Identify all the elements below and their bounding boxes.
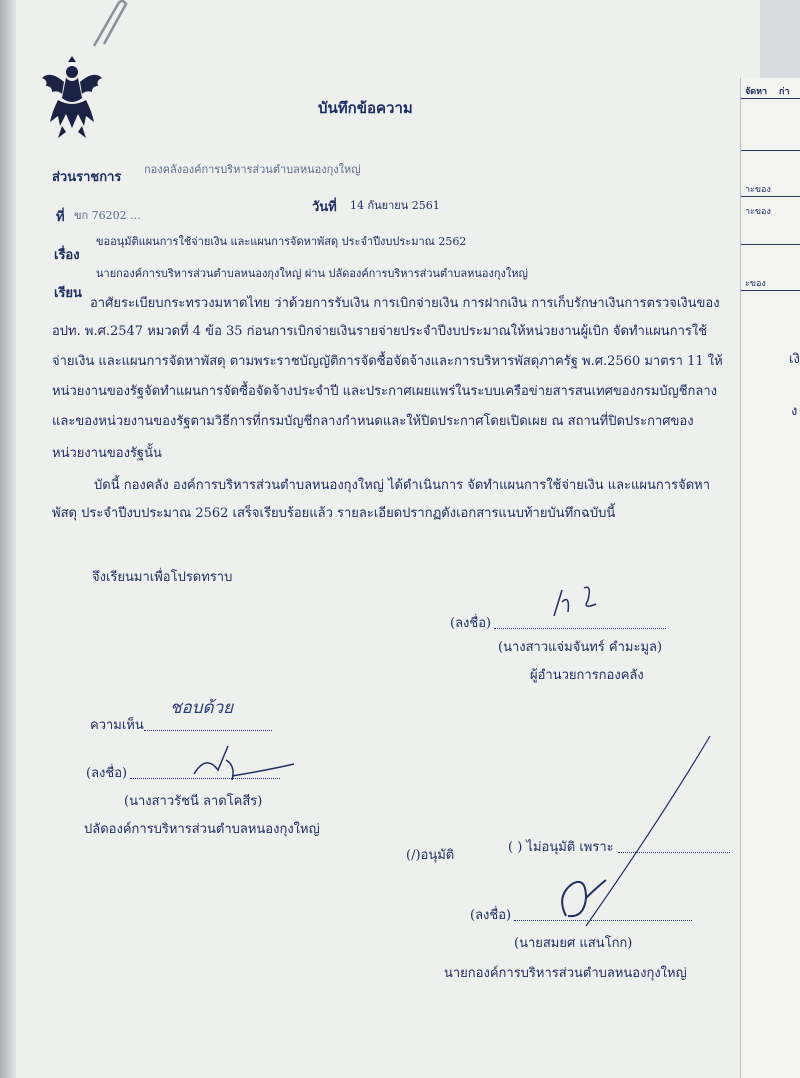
para1-line3: จ่ายเงิน และแผนการจัดหาพัสดุ ตามพระราชบัญญัติการจัดซื้อจัดจ้างและการบริหารพัสดุภาครัฐ พ.ศ.2560 มาตรา 11 ให้: [52, 354, 723, 369]
sheet-rule: [741, 244, 800, 245]
sheet-cell: าะของ: [745, 207, 771, 217]
closing-text: จึงเรียนมาเพื่อโปรดทราบ: [92, 570, 233, 585]
para1-line2: อปท. พ.ศ.2547 หมวดที่ 4 ข้อ 35 ก่อนการเบิกจ่ายเงินรายจ่ายประจำปีงบประมาณให้หน่วยงานผู้เบิก จัดทำแผนการใช้: [52, 324, 708, 339]
para1-line4: หน่วยงานของรัฐจัดทำแผนการจัดซื้อจัดจ้างประจำปี และประกาศเผยแพร่ในระบบเครือข่ายสารสนเทศของกรมบัญชีกลาง: [52, 384, 718, 399]
ref-value: ขก 76202 ...: [74, 209, 141, 222]
date-label: วันที่: [312, 200, 337, 215]
para1-line6: หน่วยงานของรัฐนั้น: [52, 446, 162, 461]
date-value: 14 กันยายน 2561: [350, 199, 440, 212]
para2-line1: บัดนี้ กองคลัง องค์การบริหารส่วนตำบลหนองกุงใหญ่ ได้ดำเนินการ จัดทำแผนการใช้จ่ายเงิน และแผนการจัดหา: [94, 478, 711, 493]
signature2-scribble: [188, 740, 298, 788]
disapprove-option: ( ) ไม่อนุมัติ เพราะ: [508, 840, 614, 855]
sheet-fragment-1: เงิ: [789, 352, 800, 367]
opinion-label: ความเห็น: [90, 718, 144, 733]
attached-sheet: [740, 78, 800, 1078]
signature2-name: (นางสาวรัชนี ลาดโคสีร): [124, 794, 263, 809]
signature1-line: [494, 628, 666, 629]
to-label: เรียน: [54, 286, 82, 301]
signature2-position: ปลัดองค์การบริหารส่วนตำบลหนองกุงใหญ่: [84, 822, 320, 837]
signature3-name: (นายสมยศ แสนโกก): [514, 936, 633, 951]
to-value: นายกองค์การบริหารส่วนตำบลหนองกุงใหญ่ ผ่าน ปลัดองค์การบริหารส่วนตำบลหนองกุงใหญ่: [96, 267, 528, 280]
sheet-fragment-2: ง: [791, 404, 798, 419]
ref-label: ที่: [56, 210, 65, 225]
memo-title: บันทึกข้อความ: [318, 99, 413, 117]
sheet-cell: าะของ: [745, 185, 771, 195]
signature1-position: ผู้อำนวยการกองคลัง: [530, 668, 644, 683]
para1-line5: และของหน่วยงานของรัฐตามวิธีการที่กรมบัญชีกลางกำหนดและให้ปิดประกาศโดยเปิดเผย ณ สถานที่ปิดประกาศของ: [52, 414, 694, 429]
signature1-name: (นางสาวแจ่มจันทร์ คำมะมูล): [498, 640, 663, 655]
signature1-scribble: [548, 580, 608, 624]
sheet-rule: [741, 290, 800, 291]
sheet-header-a: จัดหา: [745, 87, 768, 97]
sheet-rule: [741, 98, 800, 99]
signature3-scribble: [556, 876, 610, 926]
subject-value: ขออนุมัติแผนการใช้จ่ายเงิน และแผนการจัดหาพัสดุ ประจำปีงบประมาณ 2562: [96, 235, 467, 248]
agency-value: กองคลังองค์การบริหารส่วนตำบลหนองกุงใหญ่: [144, 163, 361, 176]
sheet-rule: [741, 196, 800, 197]
paper-clip-icon: [88, 0, 128, 48]
opinion-line: [144, 730, 272, 731]
sheet-cell: ะของ: [745, 279, 766, 289]
signature1-label: (ลงชื่อ): [450, 616, 492, 631]
para1-line1: อาศัยระเบียบกระทรวงมหาดไทย ว่าด้วยการรับเงิน การเบิกจ่ายเงิน การฝากเงิน การเก็บรักษาเงินการตรวจเงินของ: [90, 296, 720, 311]
sheet-rule: [741, 150, 800, 151]
signature2-label: (ลงชื่อ): [86, 766, 128, 781]
sheet-header-b: ก่า: [779, 87, 790, 97]
subject-label: เรื่อง: [54, 248, 80, 263]
signature3-label: (ลงชื่อ): [470, 908, 512, 923]
agency-label: ส่วนราชการ: [52, 170, 122, 185]
paper-edge: [0, 0, 16, 1078]
para2-line2: พัสดุ ประจำปีงบประมาณ 2562 เสร็จเรียบร้อยแล้ว รายละเอียดปรากฏดังเอกสารแนบท้ายบันทึกฉบับนี้: [52, 506, 616, 521]
opinion-handwriting: ชอบด้วย: [170, 698, 234, 718]
garuda-emblem-icon: [38, 56, 106, 140]
approve-option: (/)อนุมัติ: [406, 848, 455, 863]
signature3-position: นายกองค์การบริหารส่วนตำบลหนองกุงใหญ่: [444, 966, 687, 981]
